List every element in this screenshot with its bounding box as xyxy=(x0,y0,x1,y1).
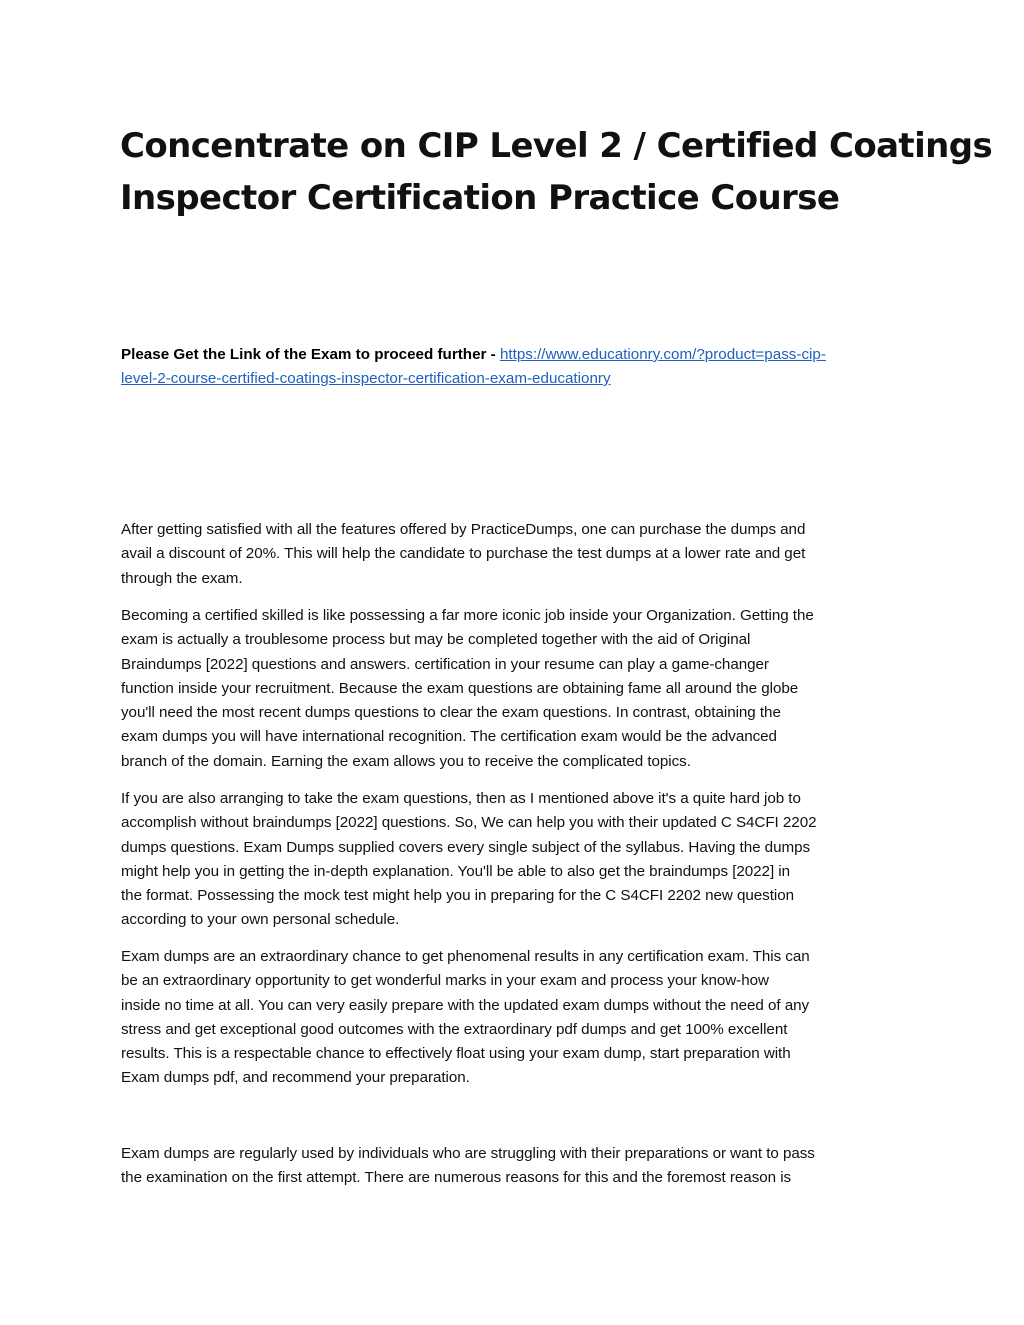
paragraph-4 xyxy=(121,945,911,1091)
text-line: inside no time at all. You can very easily prepare with the updated exam dumps without the need of any xyxy=(121,996,810,1014)
text-line: stress and get exceptional good outcomes with the extraordinary pdf dumps and get 100% excellent xyxy=(121,1020,788,1038)
text-line: avail a discount of 20%. This will help the candidate to purchase the test dumps at a lower rate and get xyxy=(121,545,806,563)
text-line: If you are also arranging to take the exam questions, then as I mentioned above it's a quite hard job to xyxy=(121,790,801,807)
paragraph-2 xyxy=(121,604,911,774)
text-line: Exam dumps are regularly used by individuals who are struggling with their preparations or want to pass xyxy=(121,1145,815,1162)
document-title xyxy=(120,120,993,224)
text-line: Becoming a certified skilled is like possessing a far more iconic job inside your Organization. Getting the xyxy=(121,607,814,624)
exam-link-paragraph xyxy=(121,343,911,391)
text-line: might help you in getting the in-depth explanation. You'll be able to also get the braindumps [2022] in xyxy=(121,862,791,880)
text-line: exam is actually a troublesome process but may be completed together with the aid of Original xyxy=(121,631,751,649)
text-line: Exam dumps pdf, and recommend your preparation. xyxy=(121,1069,470,1087)
paragraph-5 xyxy=(121,1142,911,1191)
paragraph-3 xyxy=(121,787,911,933)
text-line: through the exam. xyxy=(121,569,243,587)
text-line: branch of the domain. Earning the exam allows you to receive the complicated topics. xyxy=(121,752,691,770)
text-line: the examination on the first attempt. There are numerous reasons for this and the foremost reason is xyxy=(121,1169,792,1187)
link-intro-text: Please Get the Link of the Exam to proceed further - xyxy=(121,346,500,363)
text-line: according to your own personal schedule. xyxy=(121,911,400,929)
text-line: exam dumps you will have international recognition. The certification exam would be the advanced xyxy=(121,728,777,746)
text-line: you'll need the most recent dumps questions to clear the exam questions. In contrast, obtaining the xyxy=(121,704,781,722)
exam-link-line-2: level-2-course-certified-coatings-inspector-certification-exam-educationry xyxy=(121,370,611,387)
exam-link-line-1: https://www.educationry.com/?product=pass-cip- xyxy=(499,346,826,363)
text-line: the format. Possessing the mock test might help you in preparing for the C S4CFI 2202 new question xyxy=(121,887,794,905)
text-line: be an extraordinary opportunity to get wonderful marks in your exam and process your know-how xyxy=(121,972,769,990)
text-line: After getting satisfied with all the features offered by PracticeDumps, one can purchase the dumps and xyxy=(121,521,806,538)
title-line: Concentrate on CIP Level 2 / Certified Coatings xyxy=(120,126,993,166)
text-line: dumps questions. Exam Dumps supplied covers every single subject of the syllabus. Having the dumps xyxy=(121,838,811,856)
text-line: accomplish without braindumps [2022] questions. So, We can help you with their updated C S4CFI 2202 xyxy=(121,814,817,832)
title-line: Inspector Certification Practice Course xyxy=(120,178,840,218)
text-line: Exam dumps are an extraordinary chance to get phenomenal results in any certification exam. This can xyxy=(121,948,810,965)
paragraph-1 xyxy=(121,518,911,591)
text-line: function inside your recruitment. Because the exam questions are obtaining fame all around the globe xyxy=(121,679,799,697)
text-line: Braindumps [2022] questions and answers. certification in your resume can play a game-changer xyxy=(121,655,769,673)
text-line: results. This is a respectable chance to effectively float using your exam dump, start preparation with xyxy=(121,1045,791,1063)
